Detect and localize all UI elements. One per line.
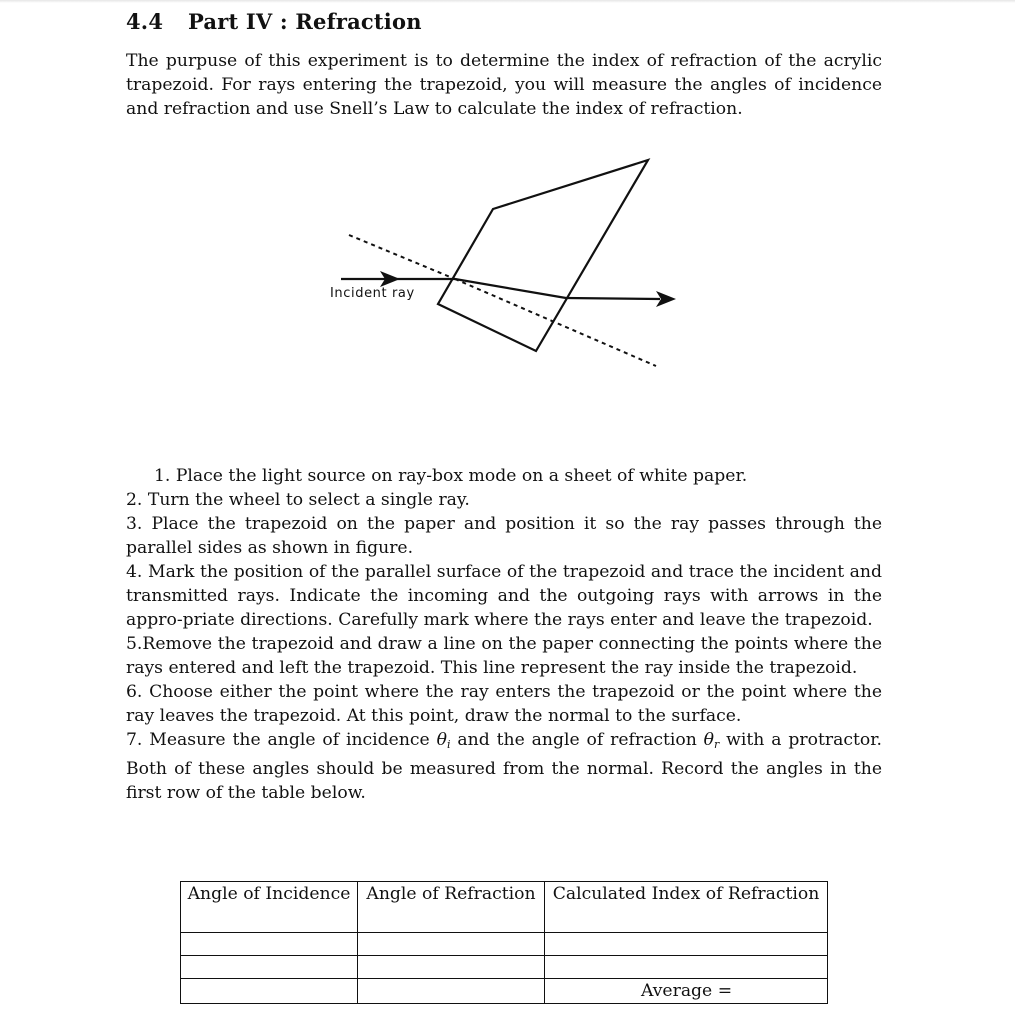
theta-i-symbol: θ — [436, 730, 447, 750]
table-row — [181, 933, 828, 956]
step-1: 1. Place the light source on ray-box mode on a sheet of white paper. — [154, 466, 748, 486]
intro-paragraph: The purpuse of this experiment is to determine the index of refraction of the acrylic trapezoid. For rays entering the trapezoid, you will measure the angles of incidence and refraction and use Snell’s Law to calculate the index of refraction. — [126, 51, 882, 119]
table-cell[interactable] — [358, 956, 545, 979]
transmitted-ray — [566, 298, 660, 299]
step-3: 3. Place the trapezoid on the paper and position it so the ray passes through the parallel sides as shown in figure. — [126, 514, 882, 558]
header-angle-of-incidence: Angle of Incidence — [181, 882, 358, 933]
average-cell[interactable]: Average = — [545, 979, 828, 1004]
header-angle-of-refraction: Angle of Refraction — [358, 882, 545, 933]
trapezoid-outline — [438, 160, 648, 351]
step-5: 5.Remove the trapezoid and draw a line on the paper connecting the points where the rays entered and left the trapezoid. This line represent the ray inside the trapezoid. — [126, 634, 882, 678]
incident-ray-label: Incident ray — [330, 286, 415, 301]
refraction-diagram — [320, 148, 680, 373]
table-header-row — [181, 882, 828, 933]
table-cell[interactable] — [181, 933, 358, 956]
table-cell[interactable] — [545, 933, 828, 956]
step-4: 4. Mark the position of the parallel surface of the trapezoid and trace the incident and transmitted rays. Indicate the incoming and the outgoing rays with arrows in the appro-priate directions. Carefully mark where the rays enter and leave the trapezoid. — [126, 562, 882, 630]
header-calculated-index: Calculated Index of Refraction — [545, 882, 828, 933]
table-average-row — [181, 979, 828, 1004]
table-cell[interactable] — [545, 956, 828, 979]
table-cell[interactable] — [358, 933, 545, 956]
incident-extension-dashed — [349, 235, 455, 279]
theta-r-symbol: θ — [703, 730, 715, 750]
step-7: 7. Measure the angle of incidence θi and the angle of refraction θr with a protractor. Both of these angles should be measured from the normal. Record the angles in the first row of the table below. — [126, 730, 882, 803]
procedure-steps — [126, 464, 882, 805]
section-title: Part IV : Refraction — [188, 9, 422, 34]
refracted-ray-inside — [455, 279, 566, 298]
table-row — [181, 956, 828, 979]
step-6: 6. Choose either the point where the ray enters the trapezoid or the point where the ray leaves the trapezoid. At this point, draw the normal to the surface. — [126, 682, 882, 726]
undeviated-path-dashed — [455, 279, 656, 366]
section-number: 4.4 — [126, 9, 164, 34]
results-table — [180, 881, 828, 1004]
section-heading — [126, 9, 422, 34]
table-cell[interactable] — [181, 956, 358, 979]
table-cell — [358, 979, 545, 1004]
page-top-edge — [0, 0, 1015, 3]
table-cell — [181, 979, 358, 1004]
step-2: 2. Turn the wheel to select a single ray. — [126, 490, 470, 510]
